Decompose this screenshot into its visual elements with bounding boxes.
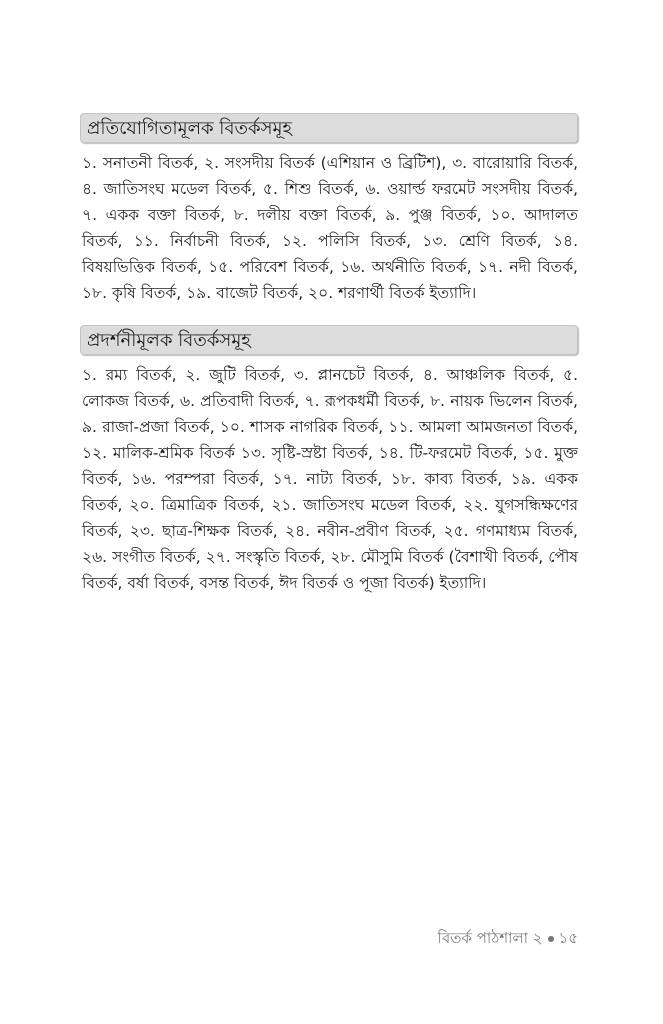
section-heading-competitive: প্রতিযোগিতামূলক বিতর্কসমূহ	[80, 113, 578, 143]
page-footer	[400, 927, 578, 952]
page-number: ১৫	[558, 929, 578, 947]
section-body-competitive: ১. সনাতনী বিতর্ক, ২. সংসদীয় বিতর্ক (এশিয়ান ও ব্রিটিশ), ৩. বারোয়ারি বিতর্ক, ৪. জাতিসংঘ মডেল বিতর্ক, ৫. শিশু বিতর্ক, ৬. ওয়ার্ল্ড ফরমেট সংসদীয় বিতর্ক, ৭. একক বক্তা বিতর্ক, ৮. দলীয় বক্তা বিতর্ক, ৯. পুঞ্জ বিতর্ক, ১০. আদালত বিতর্ক, ১১. নির্বাচনী বিতর্ক, ১২. পলিসি বিতর্ক, ১৩. শ্রেণি বিতর্ক, ১৪. বিষয়ভিত্তিক বিতর্ক, ১৫. পরিবেশ বিতর্ক, ১৬. অর্থনীতি বিতর্ক, ১৭. নদী বিতর্ক, ১৮. কৃষি বিতর্ক, ১৯. বাজেট বিতর্ক, ২০. শরণার্থী বিতর্ক ইত্যাদি।	[82, 154, 578, 302]
section-heading-exhibition: প্রদর্শনীমূলক বিতর্কসমূহ	[80, 325, 578, 355]
bullet-dot-icon	[548, 936, 554, 942]
book-title: বিতর্ক পাঠশালা ২	[437, 929, 543, 947]
section-body-exhibition: ১. রম্য বিতর্ক, ২. জুটি বিতর্ক, ৩. প্লানচেট বিতর্ক, ৪. আঞ্চলিক বিতর্ক, ৫. লোকজ বিতর্ক, ৬. প্রতিবাদী বিতর্ক, ৭. রূপকধর্মী বিতর্ক, ৮. নায়ক ভিলেন বিতর্ক, ৯. রাজা-প্রজা বিতর্ক, ১০. শাসক নাগরিক বিতর্ক, ১১. আমলা আমজনতা বিতর্ক, ১২. মালিক-শ্রমিক বিতর্ক ১৩. সৃষ্টি-স্রষ্টা বিতর্ক, ১৪. টি-ফরমেট বিতর্ক, ১৫. মুক্ত বিতর্ক, ১৬. পরম্পরা বিতর্ক, ১৭. নাট্য বিতর্ক, ১৮. কাব্য বিতর্ক, ১৯. একক বিতর্ক, ২০. ত্রিমাত্রিক বিতর্ক, ২১. জাতিসংঘ মডেল বিতর্ক, ২২. যুগসন্ধিক্ষণের বিতর্ক, ২৩. ছাত্র-শিক্ষক বিতর্ক, ২৪. নবীন-প্রবীণ বিতর্ক, ২৫. গণমাধ্যম বিতর্ক, ২৬. সংগীত বিতর্ক, ২৭. সংস্কৃতি বিতর্ক, ২৮. মৌসুমি বিতর্ক (বৈশাখী বিতর্ক, পৌষ বিতর্ক, বর্ষা বিতর্ক, বসন্ত বিতর্ক, ঈদ বিতর্ক ও পূজা বিতর্ক) ইত্যাদি।	[82, 366, 578, 592]
